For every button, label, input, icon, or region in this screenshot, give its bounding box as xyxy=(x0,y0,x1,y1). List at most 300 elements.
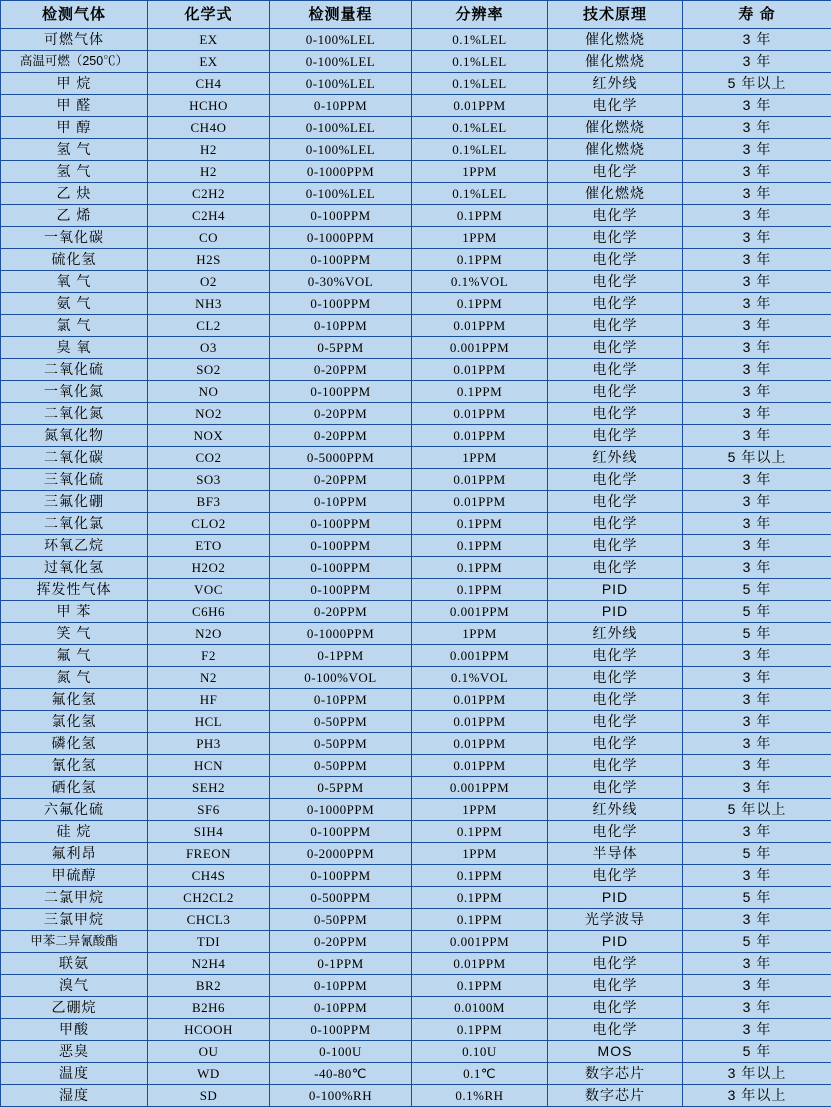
cell-detection-range: 0-100PPM xyxy=(270,205,412,227)
cell-gas-name: 湿度 xyxy=(1,1085,148,1107)
cell-chemical-formula: CH2CL2 xyxy=(148,887,270,909)
cell-detection-range: 0-50PPM xyxy=(270,711,412,733)
cell-resolution: 0.01PPM xyxy=(412,359,548,381)
cell-gas-name: 环氧乙烷 xyxy=(1,535,148,557)
table-row xyxy=(1,491,831,513)
table-row xyxy=(1,689,831,711)
cell-resolution: 0.01PPM xyxy=(412,689,548,711)
cell-resolution: 0.1PPM xyxy=(412,513,548,535)
table-row xyxy=(1,1063,831,1085)
table-row xyxy=(1,623,831,645)
cell-technical-principle: 红外线 xyxy=(548,447,683,469)
cell-technical-principle: 电化学 xyxy=(548,315,683,337)
cell-technical-principle: PID xyxy=(548,601,683,623)
cell-gas-name: 挥发性气体 xyxy=(1,579,148,601)
cell-chemical-formula: NO xyxy=(148,381,270,403)
cell-technical-principle: 电化学 xyxy=(548,337,683,359)
cell-technical-principle: 电化学 xyxy=(548,755,683,777)
cell-resolution: 0.1℃ xyxy=(412,1063,548,1085)
cell-technical-principle: 电化学 xyxy=(548,953,683,975)
cell-technical-principle: 电化学 xyxy=(548,227,683,249)
cell-lifetime: 3 年 xyxy=(683,117,831,139)
cell-resolution: 0.001PPM xyxy=(412,601,548,623)
cell-lifetime: 3 年 xyxy=(683,491,831,513)
cell-technical-principle: 电化学 xyxy=(548,205,683,227)
cell-lifetime: 3 年 xyxy=(683,403,831,425)
cell-resolution: 0.1PPM xyxy=(412,975,548,997)
cell-gas-name: 氟化氢 xyxy=(1,689,148,711)
cell-resolution: 0.001PPM xyxy=(412,931,548,953)
cell-lifetime: 3 年 xyxy=(683,293,831,315)
cell-chemical-formula: BR2 xyxy=(148,975,270,997)
cell-resolution: 0.001PPM xyxy=(412,645,548,667)
cell-resolution: 0.01PPM xyxy=(412,315,548,337)
cell-resolution: 0.001PPM xyxy=(412,777,548,799)
cell-technical-principle: 电化学 xyxy=(548,491,683,513)
cell-technical-principle: PID xyxy=(548,931,683,953)
cell-technical-principle: 电化学 xyxy=(548,403,683,425)
cell-resolution: 0.01PPM xyxy=(412,491,548,513)
cell-technical-principle: 电化学 xyxy=(548,249,683,271)
cell-detection-range: 0-20PPM xyxy=(270,425,412,447)
cell-gas-name: 二氯甲烷 xyxy=(1,887,148,909)
cell-gas-name: 温度 xyxy=(1,1063,148,1085)
cell-resolution: 0.1PPM xyxy=(412,865,548,887)
cell-chemical-formula: F2 xyxy=(148,645,270,667)
cell-resolution: 0.1PPM xyxy=(412,205,548,227)
cell-lifetime: 3 年 xyxy=(683,909,831,931)
cell-resolution: 0.01PPM xyxy=(412,733,548,755)
cell-lifetime: 5 年以上 xyxy=(683,799,831,821)
cell-resolution: 0.01PPM xyxy=(412,469,548,491)
cell-technical-principle: 电化学 xyxy=(548,293,683,315)
cell-lifetime: 3 年 xyxy=(683,755,831,777)
cell-chemical-formula: C2H4 xyxy=(148,205,270,227)
cell-chemical-formula: CLO2 xyxy=(148,513,270,535)
cell-chemical-formula: ETO xyxy=(148,535,270,557)
table-row xyxy=(1,601,831,623)
cell-chemical-formula: FREON xyxy=(148,843,270,865)
cell-technical-principle: 电化学 xyxy=(548,733,683,755)
cell-gas-name: 氨 气 xyxy=(1,293,148,315)
cell-gas-name: 甲苯二异氰酸酯 xyxy=(1,931,148,953)
cell-resolution: 0.01PPM xyxy=(412,755,548,777)
table-row xyxy=(1,29,831,51)
cell-gas-name: 二氧化氯 xyxy=(1,513,148,535)
cell-chemical-formula: HF xyxy=(148,689,270,711)
cell-lifetime: 3 年以上 xyxy=(683,1063,831,1085)
cell-lifetime: 3 年 xyxy=(683,667,831,689)
cell-technical-principle: 红外线 xyxy=(548,73,683,95)
cell-detection-range: 0-1PPM xyxy=(270,953,412,975)
cell-resolution: 0.1%RH xyxy=(412,1085,548,1107)
cell-chemical-formula: SO2 xyxy=(148,359,270,381)
cell-detection-range: 0-100%LEL xyxy=(270,51,412,73)
cell-detection-range: 0-100PPM xyxy=(270,865,412,887)
cell-resolution: 0.0100M xyxy=(412,997,548,1019)
cell-lifetime: 3 年 xyxy=(683,337,831,359)
cell-resolution: 1PPM xyxy=(412,843,548,865)
cell-gas-name: 笑 气 xyxy=(1,623,148,645)
cell-technical-principle: 电化学 xyxy=(548,95,683,117)
cell-chemical-formula: N2H4 xyxy=(148,953,270,975)
cell-detection-range: 0-100PPM xyxy=(270,1019,412,1041)
cell-gas-name: 甲硫醇 xyxy=(1,865,148,887)
table-row xyxy=(1,425,831,447)
cell-detection-range: 0-100PPM xyxy=(270,557,412,579)
cell-chemical-formula: B2H6 xyxy=(148,997,270,1019)
cell-chemical-formula: CHCL3 xyxy=(148,909,270,931)
column-header-range: 检测量程 xyxy=(270,1,412,29)
cell-chemical-formula: H2O2 xyxy=(148,557,270,579)
table-row xyxy=(1,315,831,337)
cell-gas-name: 一氧化碳 xyxy=(1,227,148,249)
table-row xyxy=(1,953,831,975)
cell-gas-name: 甲 烷 xyxy=(1,73,148,95)
cell-technical-principle: 催化燃烧 xyxy=(548,51,683,73)
cell-chemical-formula: CH4S xyxy=(148,865,270,887)
cell-gas-name: 三氯甲烷 xyxy=(1,909,148,931)
cell-gas-name: 三氧化硫 xyxy=(1,469,148,491)
cell-technical-principle: 电化学 xyxy=(548,667,683,689)
cell-lifetime: 3 年 xyxy=(683,161,831,183)
cell-technical-principle: MOS xyxy=(548,1041,683,1063)
cell-detection-range: 0-30%VOL xyxy=(270,271,412,293)
cell-chemical-formula: H2S xyxy=(148,249,270,271)
cell-resolution: 0.01PPM xyxy=(412,95,548,117)
cell-technical-principle: 催化燃烧 xyxy=(548,139,683,161)
cell-technical-principle: 电化学 xyxy=(548,975,683,997)
cell-detection-range: 0-50PPM xyxy=(270,909,412,931)
cell-chemical-formula: O2 xyxy=(148,271,270,293)
table-row xyxy=(1,931,831,953)
column-header-formula: 化学式 xyxy=(148,1,270,29)
cell-lifetime: 3 年 xyxy=(683,733,831,755)
cell-resolution: 0.1%LEL xyxy=(412,183,548,205)
cell-lifetime: 3 年 xyxy=(683,997,831,1019)
cell-technical-principle: 电化学 xyxy=(548,513,683,535)
cell-gas-name: 溴气 xyxy=(1,975,148,997)
cell-resolution: 0.1PPM xyxy=(412,579,548,601)
cell-gas-name: 可燃气体 xyxy=(1,29,148,51)
cell-technical-principle: 电化学 xyxy=(548,381,683,403)
cell-lifetime: 3 年 xyxy=(683,249,831,271)
cell-detection-range: 0-100%LEL xyxy=(270,73,412,95)
cell-resolution: 0.1PPM xyxy=(412,535,548,557)
cell-resolution: 0.01PPM xyxy=(412,403,548,425)
cell-resolution: 1PPM xyxy=(412,799,548,821)
cell-chemical-formula: SIH4 xyxy=(148,821,270,843)
table-row xyxy=(1,755,831,777)
cell-gas-name: 甲 醇 xyxy=(1,117,148,139)
cell-gas-name: 氟利昂 xyxy=(1,843,148,865)
cell-technical-principle: 电化学 xyxy=(548,645,683,667)
cell-chemical-formula: H2 xyxy=(148,139,270,161)
cell-chemical-formula: WD xyxy=(148,1063,270,1085)
cell-resolution: 0.1%VOL xyxy=(412,271,548,293)
cell-gas-name: 甲 苯 xyxy=(1,601,148,623)
cell-gas-name: 恶臭 xyxy=(1,1041,148,1063)
cell-gas-name: 氢 气 xyxy=(1,161,148,183)
cell-resolution: 0.1PPM xyxy=(412,557,548,579)
cell-detection-range: 0-100PPM xyxy=(270,535,412,557)
cell-chemical-formula: VOC xyxy=(148,579,270,601)
table-row xyxy=(1,271,831,293)
cell-technical-principle: 电化学 xyxy=(548,1019,683,1041)
table-row xyxy=(1,227,831,249)
cell-technical-principle: 电化学 xyxy=(548,469,683,491)
table-row xyxy=(1,645,831,667)
cell-lifetime: 5 年 xyxy=(683,931,831,953)
cell-lifetime: 3 年 xyxy=(683,95,831,117)
cell-detection-range: 0-100%LEL xyxy=(270,139,412,161)
cell-resolution: 0.1PPM xyxy=(412,249,548,271)
cell-detection-range: 0-5PPM xyxy=(270,777,412,799)
table-row xyxy=(1,359,831,381)
cell-lifetime: 3 年 xyxy=(683,953,831,975)
cell-gas-name: 甲酸 xyxy=(1,1019,148,1041)
cell-lifetime: 3 年 xyxy=(683,315,831,337)
cell-chemical-formula: EX xyxy=(148,29,270,51)
cell-gas-name: 氮氧化物 xyxy=(1,425,148,447)
cell-technical-principle: 电化学 xyxy=(548,161,683,183)
table-row xyxy=(1,1041,831,1063)
cell-lifetime: 3 年 xyxy=(683,29,831,51)
cell-gas-name: 二氧化氮 xyxy=(1,403,148,425)
cell-technical-principle: 电化学 xyxy=(548,711,683,733)
cell-detection-range: 0-10PPM xyxy=(270,997,412,1019)
cell-resolution: 0.1PPM xyxy=(412,909,548,931)
cell-detection-range: 0-100%RH xyxy=(270,1085,412,1107)
cell-detection-range: 0-100PPM xyxy=(270,513,412,535)
cell-lifetime: 3 年 xyxy=(683,139,831,161)
cell-detection-range: 0-2000PPM xyxy=(270,843,412,865)
table-row xyxy=(1,337,831,359)
cell-detection-range: 0-10PPM xyxy=(270,315,412,337)
cell-chemical-formula: CH4O xyxy=(148,117,270,139)
cell-gas-name: 乙硼烷 xyxy=(1,997,148,1019)
cell-lifetime: 3 年 xyxy=(683,51,831,73)
cell-detection-range: 0-10PPM xyxy=(270,975,412,997)
cell-lifetime: 3 年 xyxy=(683,535,831,557)
cell-resolution: 0.1PPM xyxy=(412,887,548,909)
table-row xyxy=(1,535,831,557)
table-row xyxy=(1,139,831,161)
cell-chemical-formula: O3 xyxy=(148,337,270,359)
cell-resolution: 0.1%LEL xyxy=(412,117,548,139)
cell-lifetime: 5 年 xyxy=(683,887,831,909)
table-row xyxy=(1,557,831,579)
table-row xyxy=(1,909,831,931)
table-row xyxy=(1,183,831,205)
cell-detection-range: 0-10PPM xyxy=(270,491,412,513)
cell-detection-range: 0-1000PPM xyxy=(270,623,412,645)
cell-lifetime: 3 年 xyxy=(683,205,831,227)
cell-gas-name: 乙 炔 xyxy=(1,183,148,205)
cell-chemical-formula: SF6 xyxy=(148,799,270,821)
cell-technical-principle: 电化学 xyxy=(548,535,683,557)
table-row xyxy=(1,667,831,689)
cell-gas-name: 磷化氢 xyxy=(1,733,148,755)
cell-chemical-formula: NO2 xyxy=(148,403,270,425)
cell-chemical-formula: CO xyxy=(148,227,270,249)
cell-lifetime: 3 年 xyxy=(683,645,831,667)
cell-detection-range: 0-20PPM xyxy=(270,359,412,381)
cell-gas-name: 一氧化氮 xyxy=(1,381,148,403)
cell-chemical-formula: SD xyxy=(148,1085,270,1107)
cell-resolution: 0.1%VOL xyxy=(412,667,548,689)
cell-gas-name: 二氧化硫 xyxy=(1,359,148,381)
cell-lifetime: 3 年 xyxy=(683,227,831,249)
cell-lifetime: 3 年 xyxy=(683,183,831,205)
cell-chemical-formula: BF3 xyxy=(148,491,270,513)
cell-lifetime: 3 年 xyxy=(683,359,831,381)
cell-lifetime: 3 年 xyxy=(683,381,831,403)
cell-technical-principle: PID xyxy=(548,887,683,909)
table-row xyxy=(1,579,831,601)
table-row xyxy=(1,403,831,425)
cell-technical-principle: 电化学 xyxy=(548,271,683,293)
cell-lifetime: 3 年 xyxy=(683,975,831,997)
cell-gas-name: 乙 烯 xyxy=(1,205,148,227)
cell-detection-range: 0-100%LEL xyxy=(270,117,412,139)
cell-technical-principle: 催化燃烧 xyxy=(548,117,683,139)
cell-gas-name: 氯化氢 xyxy=(1,711,148,733)
cell-technical-principle: 红外线 xyxy=(548,799,683,821)
cell-gas-name: 氰化氢 xyxy=(1,755,148,777)
column-header-lifetime: 寿 命 xyxy=(683,1,831,29)
table-row xyxy=(1,117,831,139)
cell-chemical-formula: SEH2 xyxy=(148,777,270,799)
cell-detection-range: 0-20PPM xyxy=(270,931,412,953)
cell-technical-principle: 电化学 xyxy=(548,865,683,887)
cell-chemical-formula: N2O xyxy=(148,623,270,645)
cell-chemical-formula: HCL xyxy=(148,711,270,733)
cell-detection-range: 0-1000PPM xyxy=(270,799,412,821)
cell-gas-name: 氟 气 xyxy=(1,645,148,667)
cell-gas-name: 高温可燃（250℃） xyxy=(1,51,148,73)
cell-gas-name: 联氨 xyxy=(1,953,148,975)
cell-technical-principle: 数字芯片 xyxy=(548,1063,683,1085)
cell-detection-range: 0-500PPM xyxy=(270,887,412,909)
cell-resolution: 0.1%LEL xyxy=(412,29,548,51)
cell-lifetime: 3 年 xyxy=(683,425,831,447)
table-row xyxy=(1,887,831,909)
cell-chemical-formula: HCN xyxy=(148,755,270,777)
column-header-principle: 技术原理 xyxy=(548,1,683,29)
cell-gas-name: 氯 气 xyxy=(1,315,148,337)
cell-technical-principle: 电化学 xyxy=(548,425,683,447)
cell-lifetime: 3 年 xyxy=(683,821,831,843)
table-header-row xyxy=(1,1,831,29)
cell-resolution: 0.001PPM xyxy=(412,337,548,359)
cell-technical-principle: 电化学 xyxy=(548,359,683,381)
cell-lifetime: 3 年 xyxy=(683,513,831,535)
table-row xyxy=(1,249,831,271)
cell-gas-name: 二氧化碳 xyxy=(1,447,148,469)
cell-technical-principle: 电化学 xyxy=(548,777,683,799)
cell-chemical-formula: TDI xyxy=(148,931,270,953)
table-row xyxy=(1,821,831,843)
table-row xyxy=(1,1085,831,1107)
cell-detection-range: 0-100PPM xyxy=(270,579,412,601)
cell-lifetime: 3 年 xyxy=(683,689,831,711)
cell-gas-name: 氮 气 xyxy=(1,667,148,689)
cell-chemical-formula: CL2 xyxy=(148,315,270,337)
table-row xyxy=(1,73,831,95)
cell-detection-range: 0-50PPM xyxy=(270,755,412,777)
table-row xyxy=(1,843,831,865)
cell-detection-range: 0-20PPM xyxy=(270,469,412,491)
cell-chemical-formula: OU xyxy=(148,1041,270,1063)
cell-lifetime: 5 年以上 xyxy=(683,447,831,469)
cell-detection-range: 0-1000PPM xyxy=(270,161,412,183)
cell-technical-principle: 数字芯片 xyxy=(548,1085,683,1107)
cell-lifetime: 3 年 xyxy=(683,271,831,293)
cell-chemical-formula: CO2 xyxy=(148,447,270,469)
cell-detection-range: 0-100%LEL xyxy=(270,29,412,51)
table-row xyxy=(1,161,831,183)
cell-detection-range: 0-5000PPM xyxy=(270,447,412,469)
table-row xyxy=(1,381,831,403)
cell-detection-range: 0-100PPM xyxy=(270,381,412,403)
cell-detection-range: 0-20PPM xyxy=(270,601,412,623)
cell-detection-range: 0-100PPM xyxy=(270,249,412,271)
cell-technical-principle: 电化学 xyxy=(548,997,683,1019)
cell-chemical-formula: HCOOH xyxy=(148,1019,270,1041)
cell-detection-range: 0-1PPM xyxy=(270,645,412,667)
cell-detection-range: 0-100U xyxy=(270,1041,412,1063)
cell-technical-principle: 电化学 xyxy=(548,821,683,843)
cell-resolution: 1PPM xyxy=(412,161,548,183)
table-row xyxy=(1,447,831,469)
cell-detection-range: 0-10PPM xyxy=(270,689,412,711)
cell-lifetime: 5 年 xyxy=(683,623,831,645)
cell-detection-range: 0-100PPM xyxy=(270,293,412,315)
cell-technical-principle: 电化学 xyxy=(548,689,683,711)
table-row xyxy=(1,1019,831,1041)
cell-gas-name: 三氟化硼 xyxy=(1,491,148,513)
column-header-gas: 检测气体 xyxy=(1,1,148,29)
cell-chemical-formula: NOX xyxy=(148,425,270,447)
cell-detection-range: 0-5PPM xyxy=(270,337,412,359)
cell-detection-range: 0-20PPM xyxy=(270,403,412,425)
cell-detection-range: 0-100%LEL xyxy=(270,183,412,205)
table-row xyxy=(1,205,831,227)
table-row xyxy=(1,293,831,315)
cell-gas-name: 甲 醛 xyxy=(1,95,148,117)
cell-technical-principle: 红外线 xyxy=(548,623,683,645)
cell-lifetime: 3 年以上 xyxy=(683,1085,831,1107)
cell-resolution: 0.01PPM xyxy=(412,711,548,733)
cell-gas-name: 硅 烷 xyxy=(1,821,148,843)
cell-technical-principle: 半导体 xyxy=(548,843,683,865)
cell-technical-principle: 电化学 xyxy=(548,557,683,579)
cell-chemical-formula: C6H6 xyxy=(148,601,270,623)
cell-lifetime: 3 年 xyxy=(683,865,831,887)
cell-chemical-formula: C2H2 xyxy=(148,183,270,205)
cell-technical-principle: 催化燃烧 xyxy=(548,183,683,205)
table-row xyxy=(1,513,831,535)
cell-chemical-formula: NH3 xyxy=(148,293,270,315)
cell-resolution: 0.1PPM xyxy=(412,381,548,403)
cell-lifetime: 5 年 xyxy=(683,601,831,623)
cell-technical-principle: 催化燃烧 xyxy=(548,29,683,51)
cell-resolution: 0.1%LEL xyxy=(412,73,548,95)
cell-detection-range: -40-80℃ xyxy=(270,1063,412,1085)
cell-chemical-formula: EX xyxy=(148,51,270,73)
table-row xyxy=(1,865,831,887)
